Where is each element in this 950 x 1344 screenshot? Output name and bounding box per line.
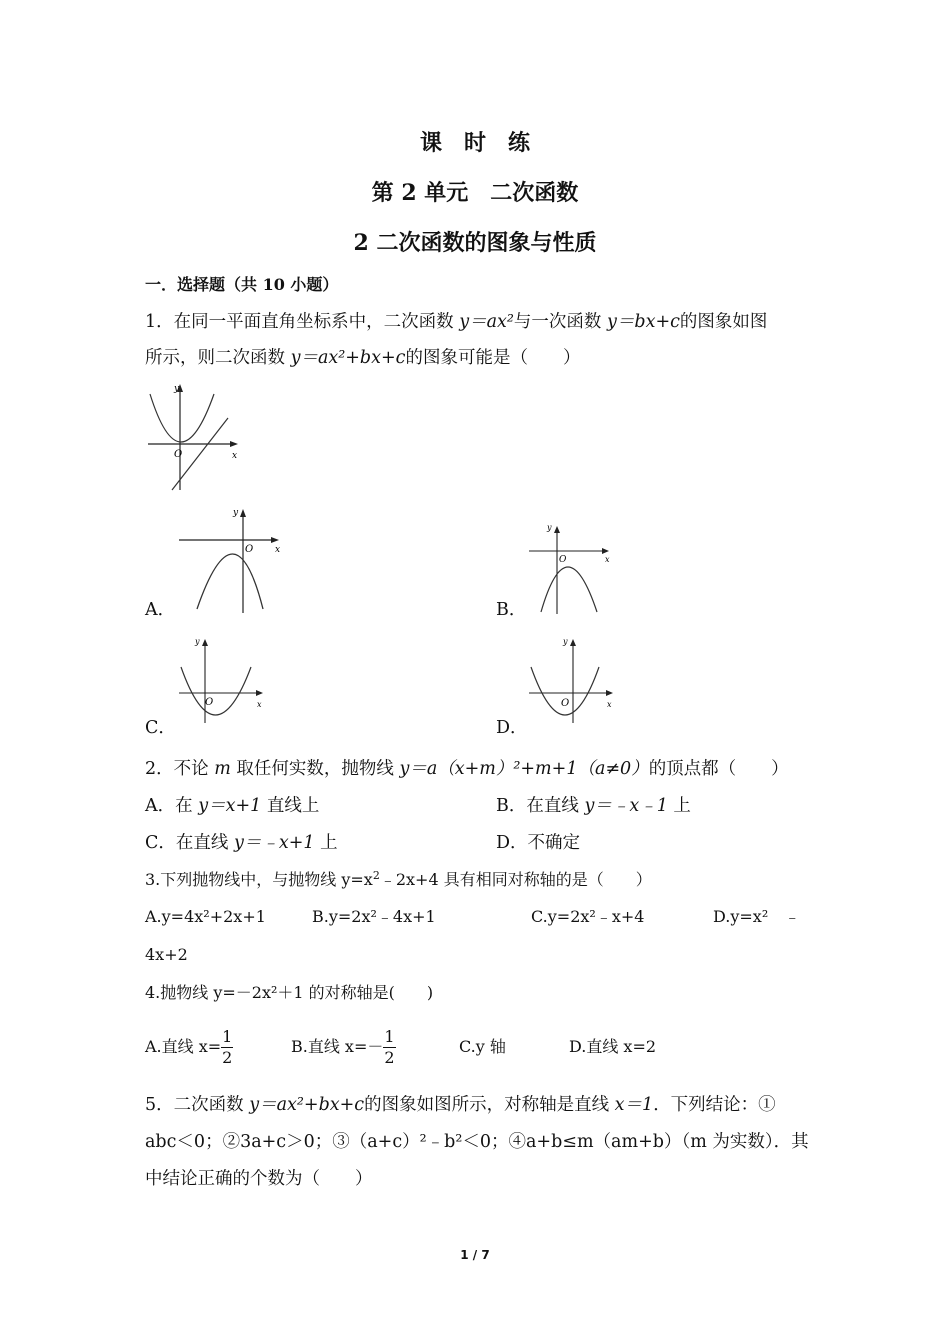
q1-text-e: 的图象可能是（ ） xyxy=(405,348,581,368)
q2-opt-a-text: A．在 xyxy=(145,796,199,816)
page-number: 1 / 7 xyxy=(460,1248,490,1262)
q1-text-a: 1．在同一平面直角坐标系中，二次函数 xyxy=(145,312,460,332)
q1-math-linear: y＝bx+c xyxy=(606,312,680,332)
q2-text-c: 的顶点都（ ） xyxy=(648,759,789,779)
q2-opt-b-math: y＝﹣x﹣1 xyxy=(584,796,668,816)
q4-stem: 4.抛物线 y=－2x²＋1 的对称轴是( ) xyxy=(145,983,434,1002)
q2-option-d[interactable]: D．不确定 xyxy=(496,833,581,853)
q4-option-a[interactable] xyxy=(145,1024,233,1070)
q2-math-m: m xyxy=(214,759,231,779)
q4-opt-b-fraction xyxy=(383,1027,395,1068)
x-label: x xyxy=(607,700,612,709)
q5-text-a: 5．二次函数 xyxy=(145,1095,250,1115)
q4-option-d[interactable]: D.直线 x=2 xyxy=(569,1037,657,1056)
q3-text-b: ﹣2x+4 具有相同对称轴的是（ ） xyxy=(379,870,652,889)
q2-stem xyxy=(145,758,789,780)
fraction-numerator: 1 xyxy=(222,1027,233,1046)
q4-option-c[interactable]: C.y 轴 xyxy=(459,1037,506,1056)
y-axis-arrow xyxy=(240,509,246,517)
q4-option-b[interactable] xyxy=(291,1024,396,1070)
x-label: x xyxy=(232,451,238,461)
origin-label: O xyxy=(205,697,214,708)
q5-text-c: ．下列结论：① xyxy=(653,1095,776,1115)
y-label: y xyxy=(233,508,239,518)
q1-math-quad: y＝ax² xyxy=(459,312,514,332)
y-axis-arrow xyxy=(554,526,560,533)
x-label: x xyxy=(257,700,262,709)
q1-text-d: 所示，则二次函数 xyxy=(145,348,291,368)
parabola xyxy=(181,667,251,715)
lesson-title: 2 二次函数的图象与性质 xyxy=(353,230,597,256)
q4-opt-a-text: A.直线 x= xyxy=(145,1037,222,1056)
q3-stem: 3.下列抛物线中，与抛物线 $y=x^2﹣2x+4$ 具有相同对称轴的是（ ） xyxy=(145,869,652,889)
q2-option-a[interactable] xyxy=(145,795,319,817)
q1-line2 xyxy=(145,347,580,369)
origin-label: O xyxy=(174,449,183,460)
q1-option-b[interactable]: B． xyxy=(496,600,527,620)
q2-math-parabola: y＝a（x+m）²+m+1（a≠0） xyxy=(399,759,649,779)
q1-graph-c xyxy=(175,633,270,725)
q2-option-b[interactable] xyxy=(496,795,691,817)
y-axis-arrow xyxy=(202,639,208,646)
parabola xyxy=(197,554,263,609)
q5-math-axis: x＝1 xyxy=(614,1095,654,1115)
q5-line3: 中结论正确的个数为（ ） xyxy=(145,1169,373,1189)
q2-opt-c-math: y＝﹣x+1 xyxy=(233,833,315,853)
fraction-denominator: 2 xyxy=(384,1048,395,1067)
x-axis-arrow xyxy=(602,548,609,554)
y-label: y xyxy=(195,637,200,646)
q1-text-c: 的图象如图 xyxy=(679,312,768,332)
origin-label: O xyxy=(559,555,567,565)
x-axis-arrow xyxy=(230,441,238,447)
q1-option-c[interactable]: C． xyxy=(145,718,176,738)
origin-label: O xyxy=(245,544,254,555)
q3-option-a[interactable]: A.y=4x²+2x+1 xyxy=(145,907,266,926)
q5-text-b: 的图象如图所示，对称轴是直线 xyxy=(364,1095,615,1115)
y-axis-arrow xyxy=(570,639,576,646)
q4-opt-b-text: B.直线 x=－ xyxy=(291,1037,384,1056)
q3-option-d-cont: 4x+2 xyxy=(145,945,188,964)
q2-opt-b-suffix: 上 xyxy=(667,796,691,816)
section-heading: 一．选择题（共 10 小题） xyxy=(145,275,339,294)
q4-opt-a-fraction xyxy=(221,1027,233,1068)
q2-opt-c-text: C．在直线 xyxy=(145,833,234,853)
q1-graph-a xyxy=(175,503,290,615)
q2-opt-c-suffix: 上 xyxy=(314,833,338,853)
q5-line1 xyxy=(145,1094,776,1116)
q2-opt-a-math: y＝x+1 xyxy=(198,796,262,816)
q1-graph-b xyxy=(525,518,615,616)
q2-text-b: 取任何实数，抛物线 xyxy=(230,759,400,779)
q1-line1 xyxy=(145,311,767,333)
q1-reference-graph xyxy=(142,380,242,495)
q5-math-quad: y＝ax²+bx+c xyxy=(249,1095,365,1115)
q3-option-d[interactable]: D.y=x² ﹣ xyxy=(713,907,801,926)
unit-title: 第 2 单元 二次函数 xyxy=(371,180,579,206)
parabola xyxy=(541,567,597,612)
q3-text-a: 3.下列抛物线中，与抛物线 y=x xyxy=(145,870,373,889)
y-label: y xyxy=(174,384,180,394)
x-label: x xyxy=(275,545,281,555)
q2-text-a: 2．不论 xyxy=(145,759,215,779)
y-label: y xyxy=(547,523,552,532)
q1-text-b: 与一次函数 xyxy=(513,312,607,332)
x-axis-arrow xyxy=(256,690,263,696)
fraction-numerator: 1 xyxy=(384,1027,395,1046)
q3-option-c[interactable]: C.y=2x²﹣x+4 xyxy=(531,907,645,926)
q5-line2: abc＜0；②3a+c＞0；③（a+c）²﹣b²＜0；④a+b≤m（am+b）（m 为实数）．其 xyxy=(145,1132,809,1152)
q1-option-a[interactable]: A． xyxy=(145,600,176,620)
x-axis-arrow xyxy=(271,537,279,543)
q2-option-c[interactable] xyxy=(145,832,338,854)
q1-math-quad-full: y＝ax²+bx+c xyxy=(290,348,406,368)
q3-option-b[interactable]: B.y=2x²﹣4x+1 xyxy=(312,907,436,926)
x-axis-arrow xyxy=(606,690,613,696)
origin-label: O xyxy=(561,698,570,709)
parabola xyxy=(150,394,214,442)
q2-opt-a-suffix: 直线上 xyxy=(261,796,320,816)
doc-title: 课 时 练 xyxy=(419,130,530,156)
q2-opt-b-text: B．在直线 xyxy=(496,796,585,816)
fraction-denominator: 2 xyxy=(222,1048,233,1067)
y-label: y xyxy=(563,637,568,646)
q1-option-d[interactable]: D． xyxy=(496,718,528,738)
x-label: x xyxy=(605,555,610,564)
q1-graph-d xyxy=(525,633,620,725)
